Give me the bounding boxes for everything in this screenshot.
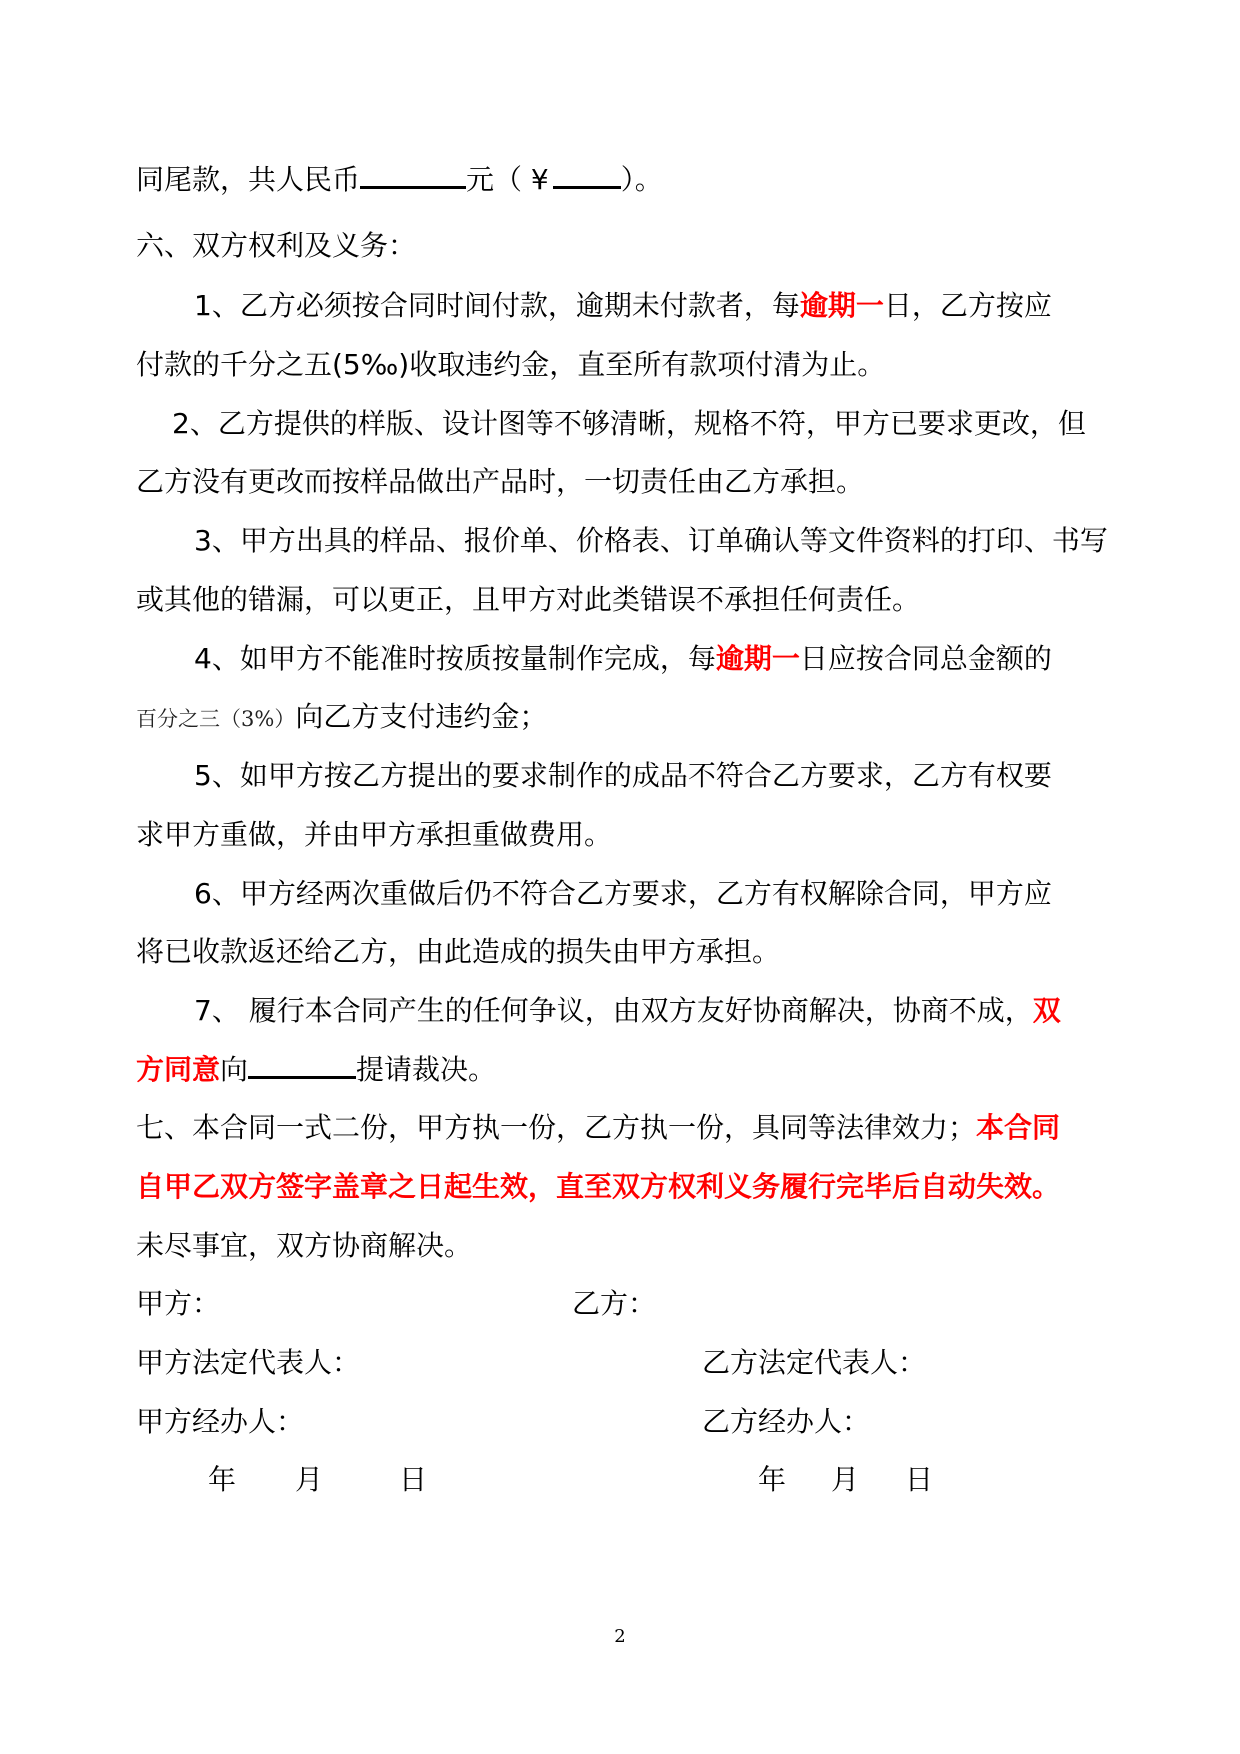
overdue-highlight: 逾期一: [799, 289, 884, 322]
item-1-line-1: 1、乙方必须按合同时间付款，逾期未付款者，每逾期一日，乙方按应: [194, 289, 1052, 322]
date-b-month: 月: [831, 1463, 860, 1496]
arbitration-blank: [248, 1050, 356, 1079]
overdue-highlight: 逾期一: [715, 642, 800, 675]
item-3-line-2: 或其他的错漏，可以更正，且甲方对此类错误不承担任何责任。: [136, 583, 921, 616]
item-5-line-2: 求甲方重做，并由甲方承担重做费用。: [136, 818, 613, 851]
party-a-handler-label: 甲方经办人：: [136, 1405, 305, 1438]
section-7-line-1: 七、本合同一式二份，甲方执一份，乙方执一份，具同等法律效力；本合同: [136, 1111, 1061, 1144]
item-7-line-2: 方同意向 提请裁决。: [136, 1050, 496, 1090]
payment-tail-text: 同尾款，共人民币: [136, 163, 361, 196]
party-b-handler-label: 乙方经办人：: [702, 1405, 871, 1438]
section-6-title: 六、双方权利及义务：: [136, 229, 417, 262]
date-a-day: 日: [399, 1463, 428, 1496]
item-7-line-1: 7、 履行本合同产生的任何争议，由双方友好协商解决，协商不成，双: [194, 994, 1061, 1027]
party-a-rep-label: 甲方法定代表人：: [136, 1346, 361, 1379]
party-a-label: 甲方：: [136, 1287, 221, 1320]
page-number: 2: [614, 1626, 626, 1647]
date-a-month: 月: [295, 1463, 324, 1496]
party-b-label: 乙方：: [572, 1287, 657, 1320]
section-7-line-3: 未尽事宜，双方协商解决。: [136, 1229, 473, 1262]
item-6-line-2: 将已收款返还给乙方，由此造成的损失由甲方承担。: [136, 935, 781, 968]
item-4-line-2: 百分之三（3%）向乙方支付违约金；: [136, 700, 548, 733]
date-a-year: 年: [208, 1463, 237, 1496]
item-3-line-1: 3、甲方出具的样品、报价单、价格表、订单确认等文件资料的打印、书写: [194, 524, 1108, 557]
amount-rmb-blank: [360, 160, 466, 189]
payment-tail-line: [136, 160, 663, 200]
item-1-line-2: 付款的千分之五(5‰)收取违约金，直至所有款项付清为止。: [136, 348, 886, 381]
percentage-text: 百分之三（3%）: [136, 707, 296, 731]
date-b-year: 年: [758, 1463, 787, 1496]
party-b-rep-label: 乙方法定代表人：: [702, 1346, 927, 1379]
item-2-line-2: 乙方没有更改而按样品做出产品时，一切责任由乙方承担。: [136, 465, 865, 498]
closing-paren: ）。: [620, 163, 663, 196]
item-6-line-1: 6、甲方经两次重做后仍不符合乙方要求，乙方有权解除合同，甲方应: [194, 877, 1052, 910]
date-b-day: 日: [905, 1463, 934, 1496]
yuan-label: 元（ ¥: [466, 163, 549, 196]
item-2-line-1: 2、乙方提供的样版、设计图等不够清晰，规格不符，甲方已要求更改，但: [172, 407, 1086, 440]
section-7-line-2: 自甲乙双方签字盖章之日起生效，直至双方权利义务履行完毕后自动失效。: [136, 1170, 1061, 1203]
item-4-line-1: 4、如甲方不能准时按质按量制作完成，每逾期一日应按合同总金额的: [194, 642, 1052, 675]
amount-yen-blank: [553, 160, 621, 189]
item-5-line-1: 5、如甲方按乙方提出的要求制作的成品不符合乙方要求，乙方有权要: [194, 759, 1052, 792]
